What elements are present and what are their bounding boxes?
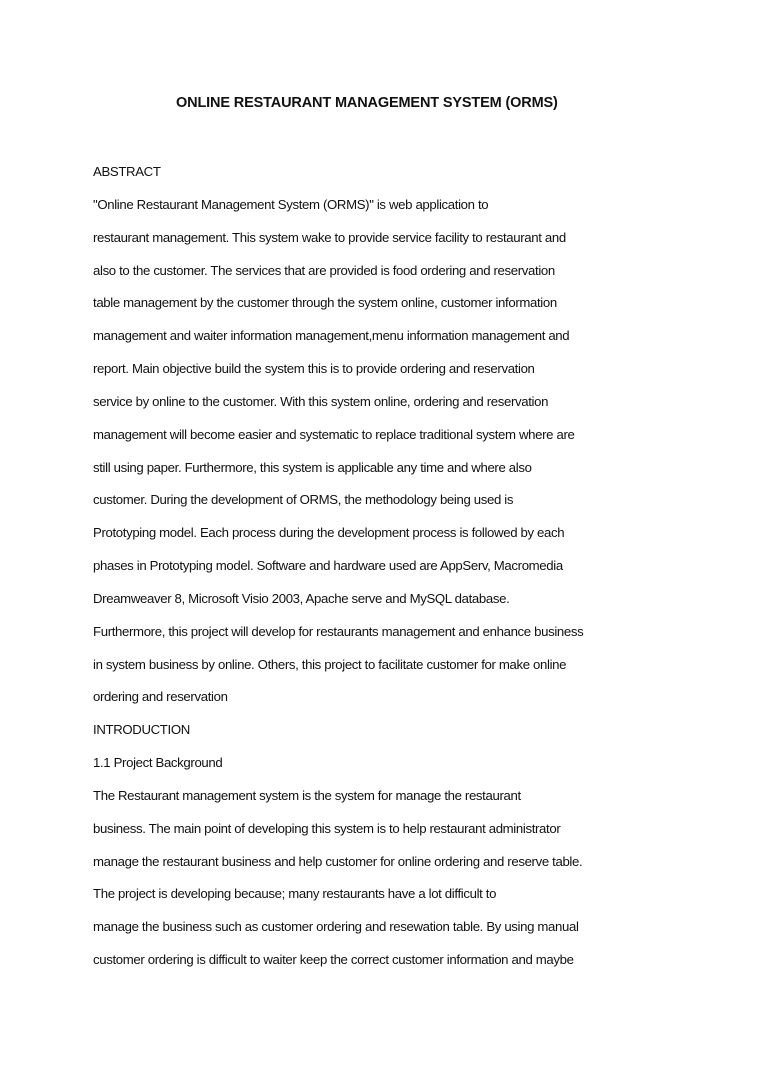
section-heading-introduction: INTRODUCTION bbox=[93, 722, 190, 737]
text-line: customer ordering is difficult to waiter keep the correct customer information and maybe bbox=[93, 952, 574, 967]
text-line: manage the business such as customer ordering and resewation table. By using manual bbox=[93, 919, 579, 934]
text-line: Furthermore, this project will develop for restaurants management and enhance business bbox=[93, 624, 584, 639]
text-line: still using paper. Furthermore, this system is applicable any time and where also bbox=[93, 460, 532, 475]
text-line: ordering and reservation bbox=[93, 689, 228, 704]
subsection-heading-project-background: 1.1 Project Background bbox=[93, 755, 223, 770]
text-line: restaurant management. This system wake to provide service facility to restaurant and bbox=[93, 230, 566, 245]
text-line: business. The main point of developing this system is to help restaurant administrator bbox=[93, 821, 561, 836]
text-line: phases in Prototyping model. Software and hardware used are AppServ, Macromedia bbox=[93, 558, 563, 573]
text-line: manage the restaurant business and help customer for online ordering and reserve table. bbox=[93, 854, 583, 869]
text-line: The project is developing because; many restaurants have a lot difficult to bbox=[93, 886, 497, 901]
text-line: service by online to the customer. With this system online, ordering and reservation bbox=[93, 394, 549, 409]
text-line: report. Main objective build the system this is to provide ordering and reservation bbox=[93, 361, 535, 376]
text-line: management and waiter information management,menu information management and bbox=[93, 328, 570, 343]
text-line: also to the customer. The services that are provided is food ordering and reservation bbox=[93, 263, 555, 278]
section-heading-abstract: ABSTRACT bbox=[93, 164, 161, 179]
text-line: Prototyping model. Each process during the development process is followed by each bbox=[93, 525, 565, 540]
text-line: Dreamweaver 8, Microsoft Visio 2003, Apache serve and MySQL database. bbox=[93, 591, 510, 606]
document-title: ONLINE RESTAURANT MANAGEMENT SYSTEM (ORMS) bbox=[176, 95, 558, 111]
text-line: management will become easier and systematic to replace traditional system where are bbox=[93, 427, 575, 442]
text-line: in system business by online. Others, this project to facilitate customer for make online bbox=[93, 657, 567, 672]
text-line: table management by the customer through the system online, customer information bbox=[93, 295, 557, 310]
text-line: customer. During the development of ORMS, the methodology being used is bbox=[93, 492, 514, 507]
text-line: The Restaurant management system is the system for manage the restaurant bbox=[93, 788, 521, 803]
text-line: "Online Restaurant Management System (ORMS)" is web application to bbox=[93, 197, 489, 212]
